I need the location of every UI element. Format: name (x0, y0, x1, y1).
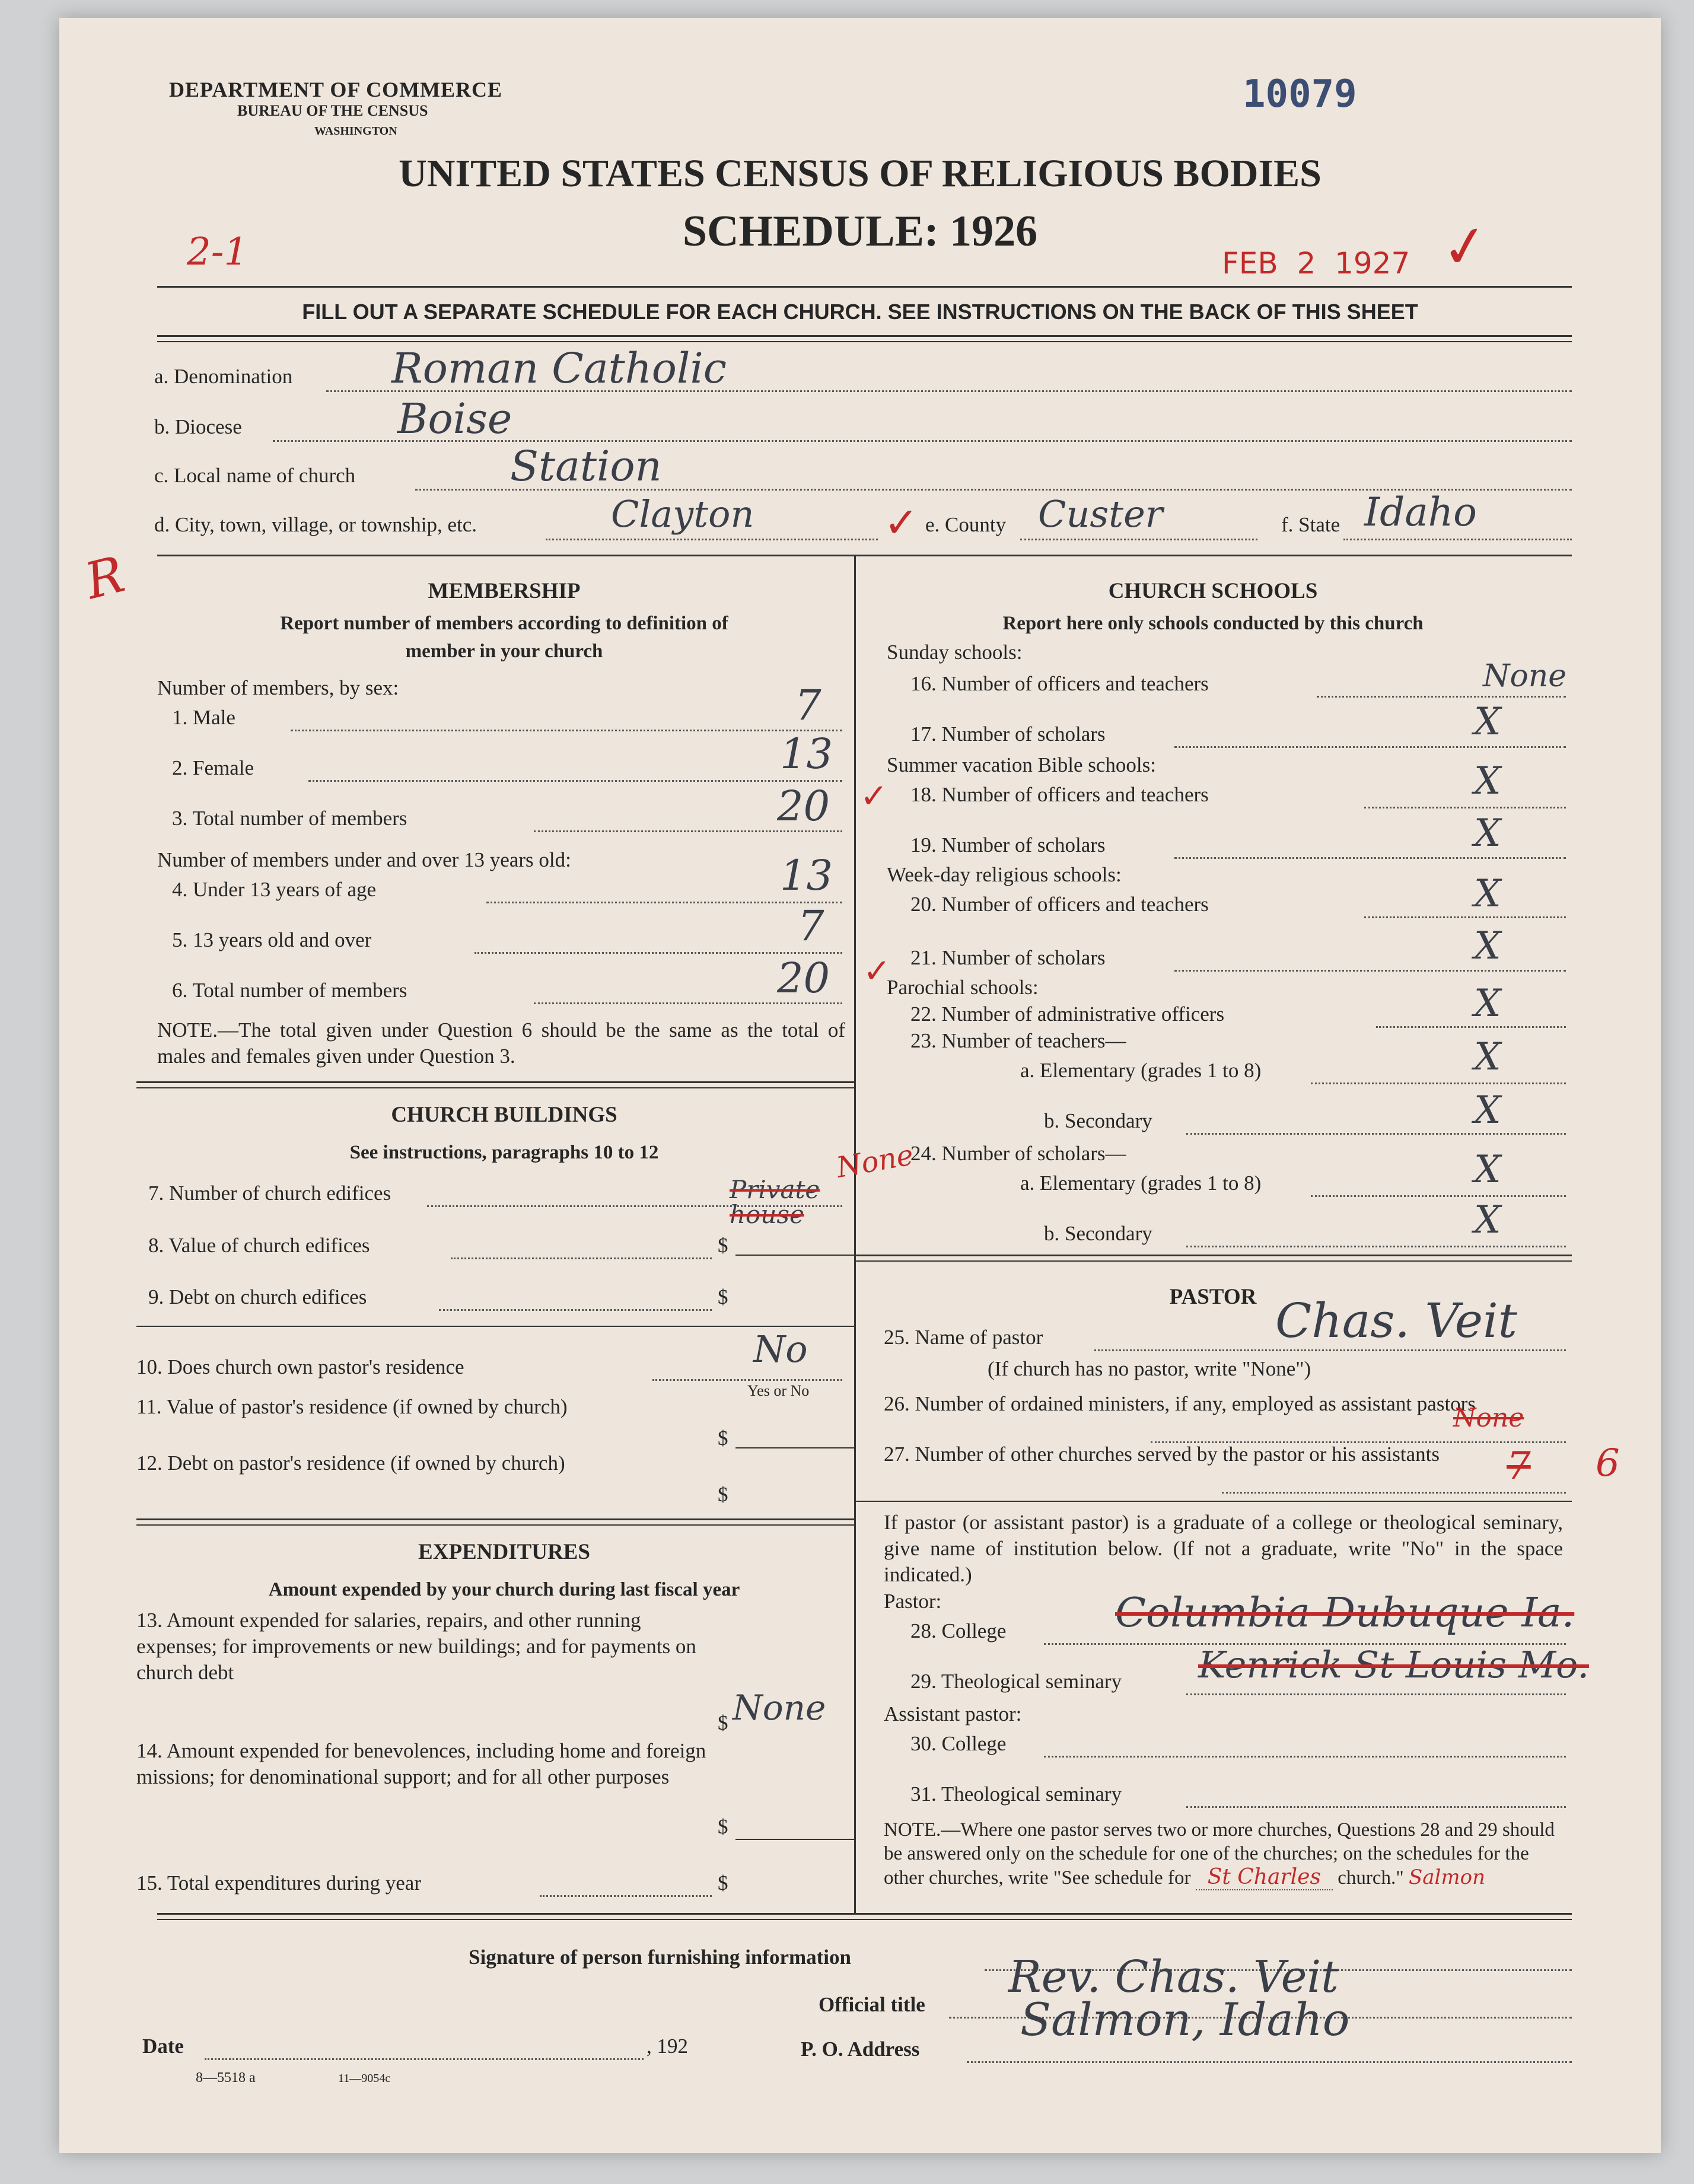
department-line: DEPARTMENT OF COMMERCE (169, 78, 503, 101)
q9-label: 9. Debt on church edifices (148, 1285, 367, 1309)
q27-struck-value: 7 (1507, 1444, 1531, 1488)
q21-line (1174, 970, 1566, 972)
pastor-subhead: Pastor: (884, 1590, 942, 1613)
q17-value: X (1474, 700, 1501, 744)
expenditures-heading: EXPENDITURES (418, 1540, 590, 1564)
local-name-value: Station (510, 442, 662, 491)
q24a-line (1311, 1195, 1566, 1197)
state-value: Idaho (1364, 489, 1477, 535)
parochial-schools-label: Parochial schools: (887, 976, 1039, 999)
divider (854, 1255, 1572, 1256)
q13-label: 13. Amount expended for salaries, repairs, and other running expenses; for improvements or new buildings; and for payments on church debt (136, 1609, 696, 1684)
divider (136, 1326, 854, 1327)
q2-line (308, 780, 842, 782)
q12-dollar: $ (718, 1483, 728, 1506)
members-by-sex-label: Number of members, by sex: (157, 676, 399, 699)
form-title: UNITED STATES CENSUS OF RELIGIOUS BODIES (399, 152, 1322, 195)
q24a-value: X (1474, 1148, 1501, 1192)
po-address-value: Salmon, Idaho (1020, 1993, 1350, 2046)
sunday-schools-label: Sunday schools: (887, 641, 1023, 664)
q7-value: None (834, 1138, 916, 1185)
file-code: 2-1 (187, 230, 249, 274)
q16-line (1317, 696, 1566, 698)
local-name-label: c. Local name of church (154, 464, 356, 487)
q20-label: 20. Number of officers and teachers (910, 893, 1209, 916)
city-line (546, 539, 878, 540)
bureau-line: BUREAU OF THE CENSUS (237, 102, 428, 119)
q4-line (486, 902, 842, 903)
q23a-line (1311, 1083, 1566, 1084)
pastor-heading: PASTOR (1169, 1285, 1257, 1309)
q14-dollar: $ (718, 1815, 728, 1838)
schedule-year: SCHEDULE: 1926 (682, 207, 1038, 256)
q25-line (1094, 1349, 1566, 1351)
q2-label: 2. Female (172, 756, 254, 779)
q5-value: 7 (798, 902, 824, 950)
divider (157, 335, 1572, 337)
official-title-value: Rev. Chas. Veit (1008, 1951, 1339, 2002)
q23a-value: X (1474, 1035, 1501, 1079)
city-value: Clayton (611, 492, 754, 536)
membership-note: NOTE.—The total given under Question 6 should be the same as the total of males and females given under Question 3. (157, 1018, 845, 1068)
q31-label: 31. Theological seminary (910, 1782, 1122, 1806)
checkmark-icon: ✓ (860, 778, 888, 815)
q7-struck-value: Private house (730, 1175, 820, 1229)
form-number: 8—5518 a (196, 2070, 256, 2086)
q14-label: 14. Amount expended for benevolences, including home and foreign missions; for denominational support; and for all other purposes (136, 1739, 706, 1788)
q23a-label: a. Elementary (grades 1 to 8) (1020, 1059, 1262, 1082)
q24b-value: X (1474, 1198, 1501, 1242)
graduate-instruction: If pastor (or assistant pastor) is a graduate of a college or theological seminary, give name of institution below. (If not a graduate, write "No" in the space indicated.) (884, 1511, 1563, 1586)
q19-line (1174, 857, 1566, 859)
q20-value: X (1474, 872, 1501, 916)
state-label: f. State (1281, 513, 1340, 536)
q3-label: 3. Total number of members (172, 807, 407, 830)
q22-label: 22. Number of administrative officers (910, 1002, 1225, 1026)
q8-label: 8. Value of church edifices (148, 1234, 370, 1257)
divider (136, 1087, 854, 1088)
q25-value: Chas. Veit (1275, 1293, 1517, 1348)
denomination-value: Roman Catholic (391, 344, 727, 393)
q13-value: None (733, 1688, 826, 1728)
q4-label: 4. Under 13 years of age (172, 878, 377, 901)
schools-heading: CHURCH SCHOOLS (1108, 579, 1318, 603)
q8-answer-box (735, 1255, 854, 1256)
q23b-value: X (1474, 1088, 1501, 1132)
q23-label: 23. Number of teachers— (910, 1029, 1126, 1052)
q14-answer-box (735, 1839, 854, 1840)
q29-value: Kenrick St Louis Mo. (1198, 1643, 1590, 1686)
checkmark-icon: ✓ (1437, 212, 1494, 282)
q19-label: 19. Number of scholars (910, 833, 1106, 857)
members-by-age-label: Number of members under and over 13 years old: (157, 848, 571, 871)
serial-number-stamp: 10079 (1243, 72, 1357, 116)
pastor-note-extra: Salmon (1408, 1865, 1486, 1889)
pastor-note-fill: St Charles (1196, 1865, 1333, 1890)
county-label: e. County (925, 513, 1007, 536)
q1-line (291, 730, 842, 731)
q10-hint: Yes or No (747, 1382, 810, 1399)
q3-value: 20 (777, 782, 830, 830)
q23b-label: b. Secondary (1044, 1109, 1152, 1132)
washington-line: WASHINGTON (314, 125, 397, 138)
pastor-note (884, 1818, 1566, 1890)
q2-value: 13 (780, 730, 833, 778)
q28-label: 28. College (910, 1619, 1007, 1642)
q17-label: 17. Number of scholars (910, 722, 1106, 746)
q10-value: No (753, 1327, 808, 1371)
county-value: Custer (1038, 492, 1163, 536)
q24b-line (1186, 1246, 1566, 1247)
q6-line (534, 1002, 842, 1004)
q30-line (1044, 1756, 1566, 1758)
pastor-note-text: NOTE.—Where one pastor serves two or more churches, Questions 28 and 29 should be answered only on the schedule for one of the churches; on the schedules for the other churches, write "See schedule for (884, 1819, 1555, 1889)
date-label: Date (142, 2035, 184, 2058)
q24-label: 24. Number of scholars— (910, 1142, 1126, 1165)
census-schedule-sheet (59, 18, 1661, 2153)
divider (157, 1913, 1572, 1915)
q6-label: 6. Total number of members (172, 979, 407, 1002)
diocese-label: b. Diocese (154, 415, 242, 438)
denomination-label: a. Denomination (154, 365, 293, 388)
q1-label: 1. Male (172, 706, 235, 729)
checkmark-icon: ✓ (884, 501, 919, 546)
po-address-line (967, 2061, 1572, 2063)
divider (157, 555, 1572, 556)
divider (157, 1919, 1572, 1920)
schools-intro: Report here only schools conducted by this church (1002, 613, 1424, 634)
q13-dollar: $ (718, 1711, 728, 1734)
q15-line (540, 1895, 712, 1897)
date-line (205, 2058, 644, 2060)
county-line (1020, 539, 1257, 540)
date-suffix: , 192 (647, 2035, 688, 2058)
q11-answer-box (735, 1447, 854, 1448)
q3-line (534, 830, 842, 832)
q15-dollar: $ (718, 1871, 728, 1895)
summer-schools-label: Summer vacation Bible schools: (887, 753, 1156, 776)
expenditures-intro: Amount expended by your church during last fiscal year (268, 1579, 740, 1600)
divider (854, 1501, 1572, 1502)
q9-line (439, 1309, 712, 1311)
buildings-heading: CHURCH BUILDINGS (391, 1103, 617, 1127)
divider (157, 286, 1572, 288)
membership-heading: MEMBERSHIP (428, 579, 581, 603)
divider (136, 1524, 854, 1526)
assistant-pastor-subhead: Assistant pastor: (884, 1702, 1022, 1725)
q16-value: None (1483, 658, 1567, 694)
q24b-label: b. Secondary (1044, 1222, 1152, 1245)
q28-value: Columbia Dubuque Ia. (1115, 1590, 1575, 1637)
q4-value: 13 (780, 851, 833, 900)
q16-label: 16. Number of officers and teachers (910, 672, 1209, 695)
q18-value: X (1474, 759, 1501, 803)
weekday-schools-label: Week-day religious schools: (887, 863, 1122, 886)
q15-label: 15. Total expenditures during year (136, 1871, 421, 1895)
q24a-label: a. Elementary (grades 1 to 8) (1020, 1171, 1262, 1195)
margin-mark: R (79, 545, 130, 611)
divider (136, 1518, 854, 1520)
q25-hint: (If church has no pastor, write "None") (988, 1357, 1311, 1380)
membership-intro: Report number of members according to definition of (280, 613, 728, 634)
official-title-label: Official title (819, 1993, 925, 2016)
q11-dollar: $ (718, 1427, 728, 1450)
q10-line (652, 1379, 842, 1381)
q18-line (1364, 807, 1566, 808)
column-divider (854, 555, 856, 1913)
q7-label: 7. Number of church edifices (148, 1182, 391, 1205)
q21-value: X (1474, 924, 1501, 968)
q29-line (1186, 1693, 1566, 1695)
q26-label: 26. Number of ordained ministers, if any, employed as assistant pastors (884, 1392, 1476, 1415)
po-address-label: P. O. Address (801, 2037, 920, 2061)
print-number: 11—9054c (338, 2072, 391, 2085)
q22-line (1376, 1026, 1566, 1028)
signature-label: Signature of person furnishing information (469, 1946, 851, 1969)
city-label: d. City, town, village, or township, etc. (154, 513, 477, 536)
diocese-value: Boise (397, 394, 512, 443)
q17-line (1174, 746, 1566, 748)
q27-line (1222, 1492, 1566, 1494)
divider (157, 341, 1572, 342)
q19-value: X (1474, 811, 1501, 855)
q27-value: 6 (1596, 1441, 1620, 1485)
q5-label: 5. 13 years old and over (172, 928, 372, 951)
separate-schedule-instruction: FILL OUT A SEPARATE SCHEDULE FOR EACH CHURCH. SEE INSTRUCTIONS ON THE BACK OF THIS SHEET (302, 300, 1418, 324)
q23b-line (1186, 1133, 1566, 1135)
divider (136, 1081, 854, 1083)
q11-label: 11. Value of pastor's residence (if owned by church) (136, 1395, 568, 1418)
q6-value: 20 (777, 954, 830, 1002)
buildings-intro: See instructions, paragraphs 10 to 12 (349, 1142, 659, 1163)
q9-dollar: $ (718, 1285, 728, 1309)
q26-value: None (1453, 1403, 1524, 1433)
q27-label: 27. Number of other churches served by the pastor or his assistants (884, 1443, 1440, 1466)
q25-label: 25. Name of pastor (884, 1326, 1043, 1349)
divider (854, 1260, 1572, 1262)
state-line (1343, 539, 1572, 540)
membership-intro: member in your church (405, 641, 603, 662)
q31-line (1186, 1806, 1566, 1808)
q8-dollar: $ (718, 1234, 728, 1257)
received-date-stamp: FEB 2 1927 (1222, 246, 1410, 281)
q30-label: 30. College (910, 1732, 1007, 1755)
q18-label: 18. Number of officers and teachers (910, 783, 1209, 806)
q20-line (1364, 916, 1566, 918)
checkmark-icon: ✓ (863, 953, 891, 990)
q1-value: 7 (795, 681, 821, 730)
q22-value: X (1474, 982, 1501, 1026)
q21-label: 21. Number of scholars (910, 946, 1106, 969)
q12-label: 12. Debt on pastor's residence (if owned by church) (136, 1451, 565, 1475)
q8-line (451, 1257, 712, 1259)
q10-label: 10. Does church own pastor's residence (136, 1355, 464, 1378)
q29-label: 29. Theological seminary (910, 1670, 1122, 1693)
pastor-note-text-end: church." (1338, 1867, 1404, 1889)
